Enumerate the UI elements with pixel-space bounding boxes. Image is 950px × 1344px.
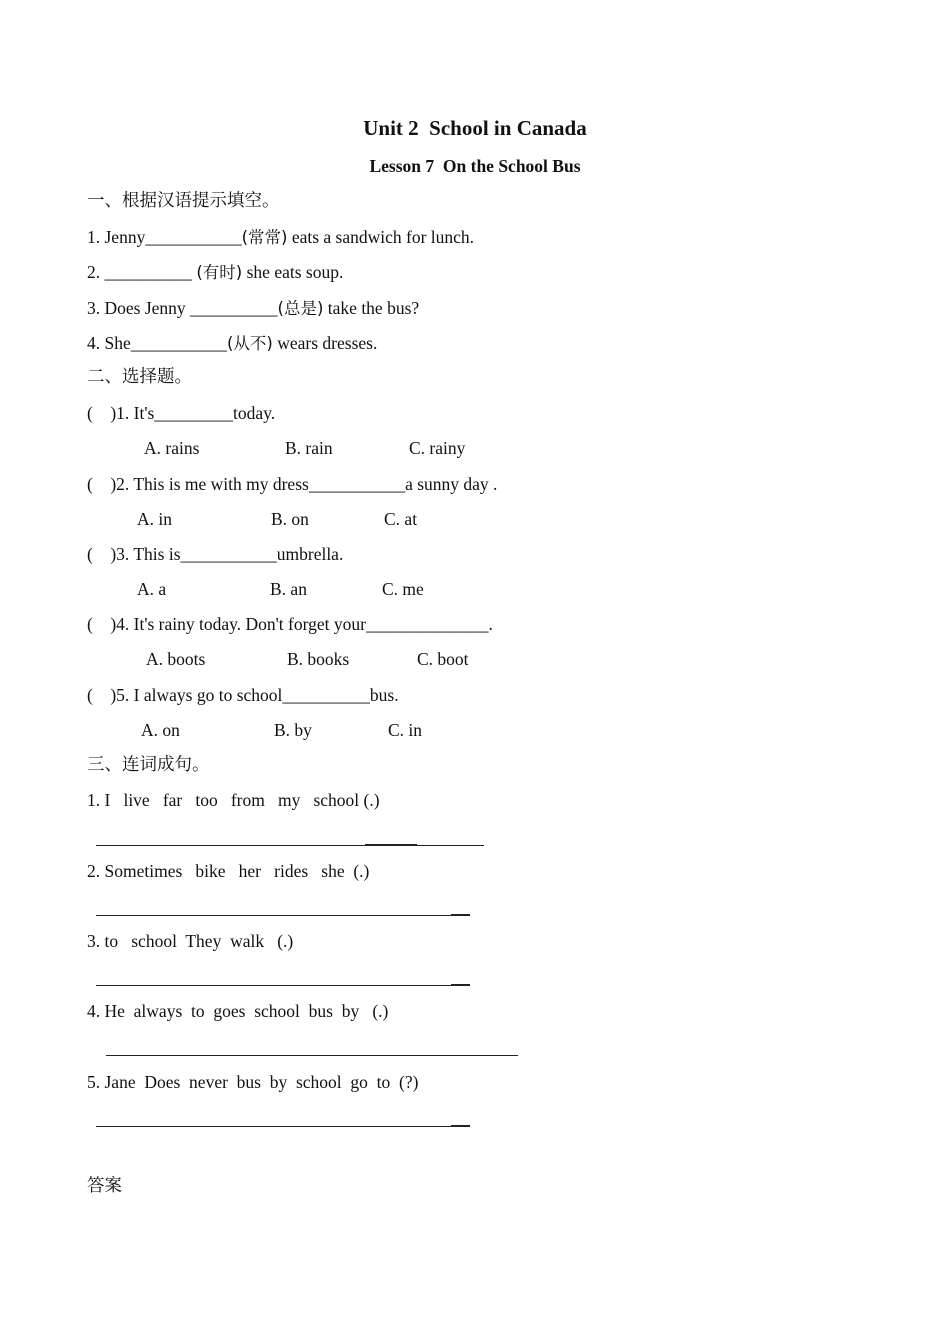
answer-line-2-mark: [451, 914, 470, 915]
question-2: ( )2. This is me with my dress___________a sunny day .: [87, 474, 498, 494]
option-1c: C. rainy: [409, 438, 466, 458]
fill-item-1: 1. Jenny___________(常常) eats a sandwich for lunch.: [87, 227, 475, 247]
answer-line-2: [96, 915, 470, 916]
rearrange-item-4: 4. He always to goes school bus by (.): [87, 1001, 389, 1021]
option-2a: A. in: [137, 509, 172, 529]
section-1-heading: 一、根据汉语提示填空。: [87, 191, 280, 211]
option-3b: B. an: [270, 579, 307, 599]
fill-item-3: 3. Does Jenny __________(总是) take the bus?: [87, 298, 420, 318]
answer-line-1: [96, 845, 484, 846]
page-title: Unit 2 School in Canada: [363, 116, 587, 140]
option-4b: B. books: [287, 649, 350, 669]
option-1b: B. rain: [285, 438, 333, 458]
answer-line-5: [96, 1126, 470, 1127]
option-5b: B. by: [274, 720, 312, 740]
question-3: ( )3. This is___________umbrella.: [87, 544, 344, 564]
fill-item-4: 4. She___________(从不) wears dresses.: [87, 333, 378, 353]
option-3c: C. me: [382, 579, 424, 599]
answer-line-3-mark: [451, 984, 470, 985]
option-2c: C. at: [384, 509, 418, 529]
option-2b: B. on: [271, 509, 309, 529]
option-3a: A. a: [137, 579, 167, 599]
question-1: ( )1. It's_________today.: [87, 403, 276, 423]
section-3-heading: 三、连词成句。: [87, 755, 210, 775]
answer-line-4: [106, 1055, 518, 1056]
option-4a: A. boots: [146, 649, 206, 669]
lesson-subtitle: Lesson 7 On the School Bus: [369, 156, 581, 176]
answer-line-3: [96, 985, 470, 986]
option-4c: C. boot: [417, 649, 469, 669]
answer-heading: 答案: [87, 1176, 122, 1196]
rearrange-item-1: 1. I live far too from my school (.): [87, 790, 380, 810]
section-2-heading: 二、选择题。: [87, 367, 192, 387]
rearrange-item-3: 3. to school They walk (.): [87, 931, 294, 951]
question-4: ( )4. It's rainy today. Don't forget your______________.: [87, 614, 493, 634]
option-5c: C. in: [388, 720, 423, 740]
answer-line-1-mark: [365, 844, 417, 845]
answer-line-5-mark: [451, 1125, 470, 1126]
option-5a: A. on: [141, 720, 180, 740]
fill-item-2: 2. __________ (有时) she eats soup.: [87, 262, 344, 282]
question-5: ( )5. I always go to school__________bus.: [87, 685, 399, 705]
rearrange-item-5: 5. Jane Does never bus by school go to (?): [87, 1072, 419, 1092]
rearrange-item-2: 2. Sometimes bike her rides she (.): [87, 861, 370, 881]
option-1a: A. rains: [144, 438, 200, 458]
